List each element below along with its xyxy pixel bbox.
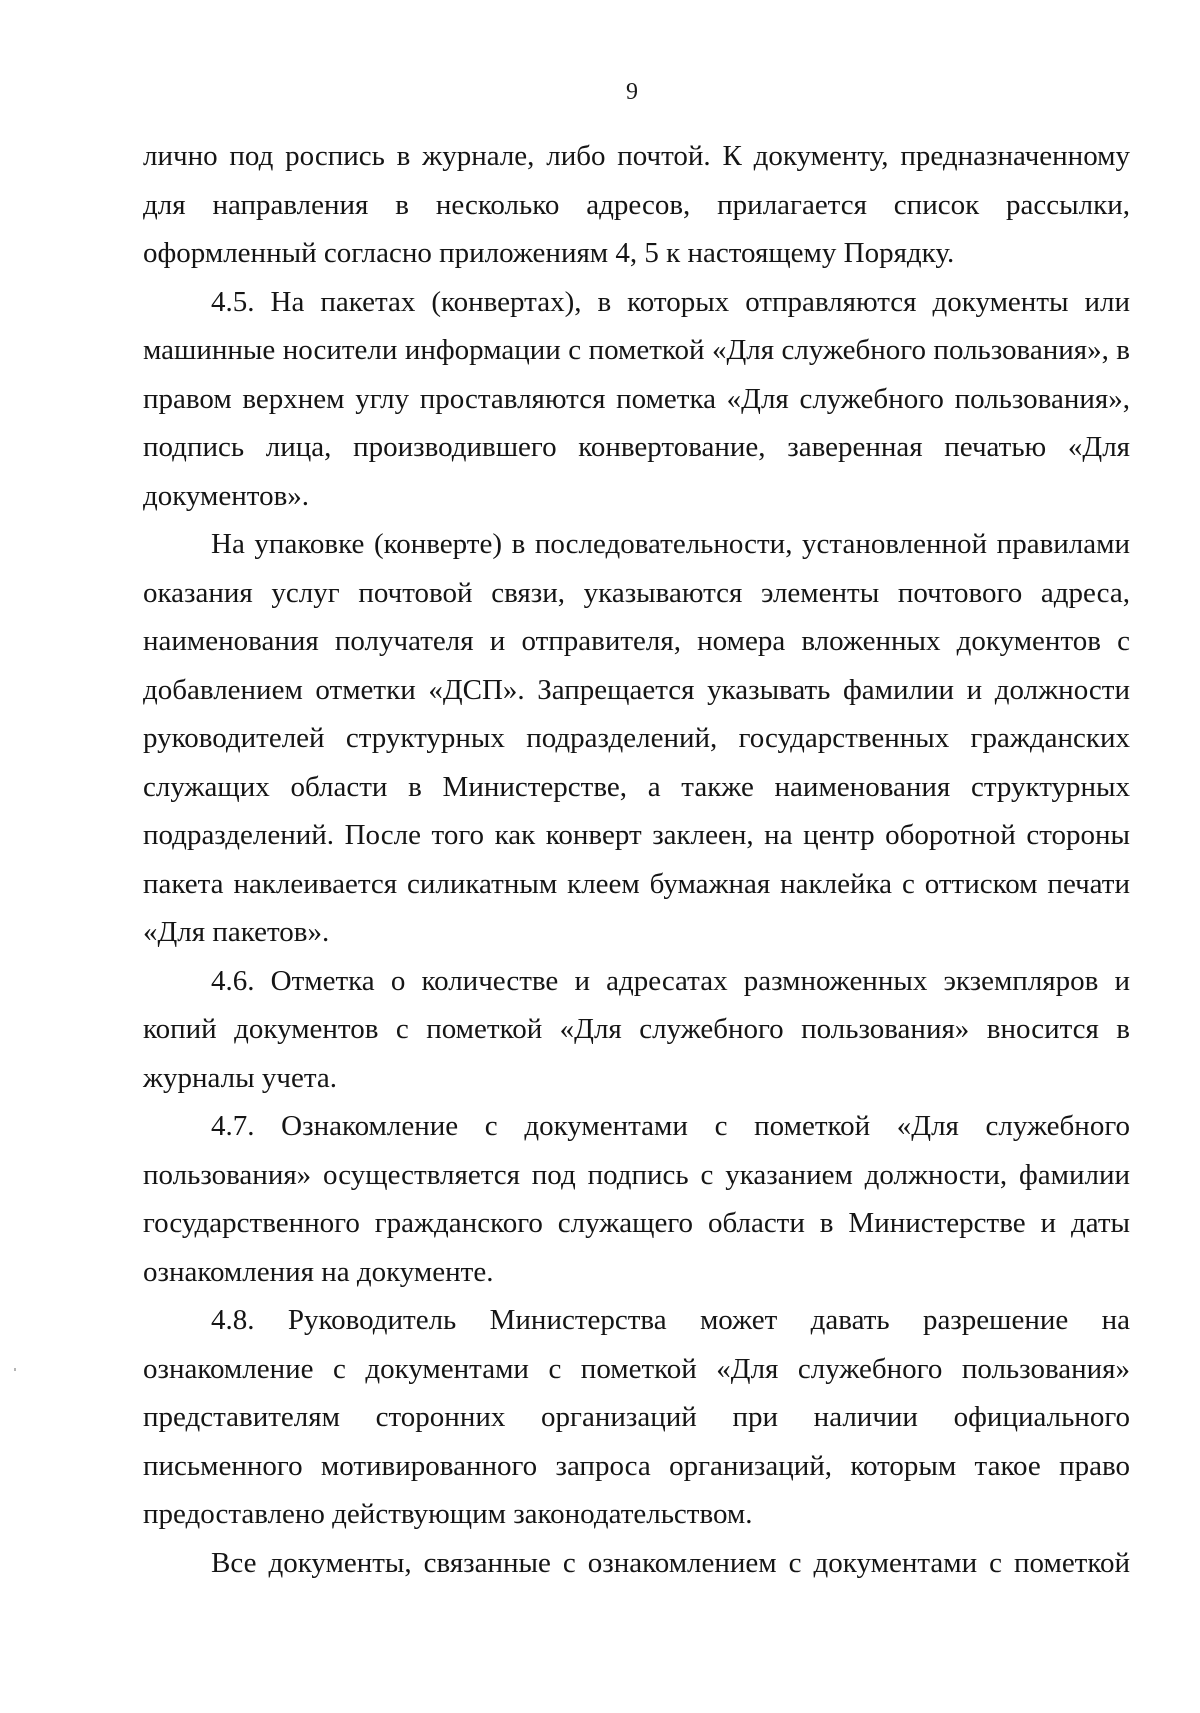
text-line: служащих области в Министерстве, а также наименования структурных: [143, 770, 1130, 803]
text-line: 4.6. Отметка о количестве и адресатах размноженных экземпляров и: [211, 964, 1130, 997]
text-line: подпись лица, производившего конвертование, заверенная печатью «Для: [143, 431, 1130, 463]
text-line: ознакомления на документе.: [143, 1255, 494, 1288]
text-line: оказания услуг почтовой связи, указываются элементы почтового адреса,: [143, 576, 1130, 609]
text-line: для направления в несколько адресов, прилагается список рассылки,: [143, 188, 1130, 221]
text-line: На упаковке (конверте) в последовательности, установленной правилами: [211, 528, 1130, 560]
text-line: подразделений. После того как конверт заклеен, на центр оборотной стороны: [143, 819, 1130, 851]
text-line: правом верхнем углу проставляются пометка «Для служебного пользования»,: [143, 382, 1130, 415]
text-line: 4.8. Руководитель Министерства может давать разрешение на: [211, 1304, 1130, 1336]
margin-mark: [14, 1368, 16, 1371]
text-line: письменного мотивированного запроса организаций, которым такое право: [143, 1449, 1130, 1482]
text-line: представителям сторонних организаций при наличии официального: [143, 1401, 1130, 1433]
text-line: 4.5. На пакетах (конвертах), в которых отправляются документы или: [211, 285, 1130, 318]
text-line: наименования получателя и отправителя, номера вложенных документов с: [143, 625, 1130, 657]
text-line: добавлением отметки «ДСП». Запрещается указывать фамилии и должности: [143, 673, 1130, 706]
text-line: «Для пакетов».: [143, 916, 330, 948]
text-line: 4.7. Ознакомление с документами с пометкой «Для служебного: [211, 1110, 1130, 1142]
text-line: машинные носители информации с пометкой «Для служебного пользования», в: [143, 334, 1130, 366]
text-line: пользования» осуществляется под подпись с указанием должности, фамилии: [143, 1158, 1130, 1191]
text-line: предоставлено действующим законодательством.: [143, 1498, 753, 1530]
text-line: ознакомление с документами с пометкой «Для служебного пользования»: [143, 1352, 1130, 1385]
text-line: государственного гражданского служащего области в Министерстве и даты: [143, 1207, 1130, 1239]
body-text: [143, 132, 1130, 1587]
text-line: копий документов с пометкой «Для служебного пользования» вносится в: [143, 1013, 1130, 1045]
text-line: оформленный согласно приложениям 4, 5 к настоящему Порядку.: [143, 237, 955, 269]
text-line: лично под роспись в журнале, либо почтой. К документу, предназначенному: [143, 140, 1130, 172]
text-line: пакета наклеивается силикатным клеем бумажная наклейка с оттиском печати: [143, 867, 1130, 900]
text-line: документов».: [143, 479, 310, 512]
text-line: руководителей структурных подразделений, государственных гражданских: [143, 722, 1130, 754]
text-line: Все документы, связанные с ознакомлением с документами с пометкой: [211, 1546, 1130, 1579]
text-line: журналы учета.: [143, 1061, 337, 1094]
page-number: 9: [626, 79, 638, 105]
